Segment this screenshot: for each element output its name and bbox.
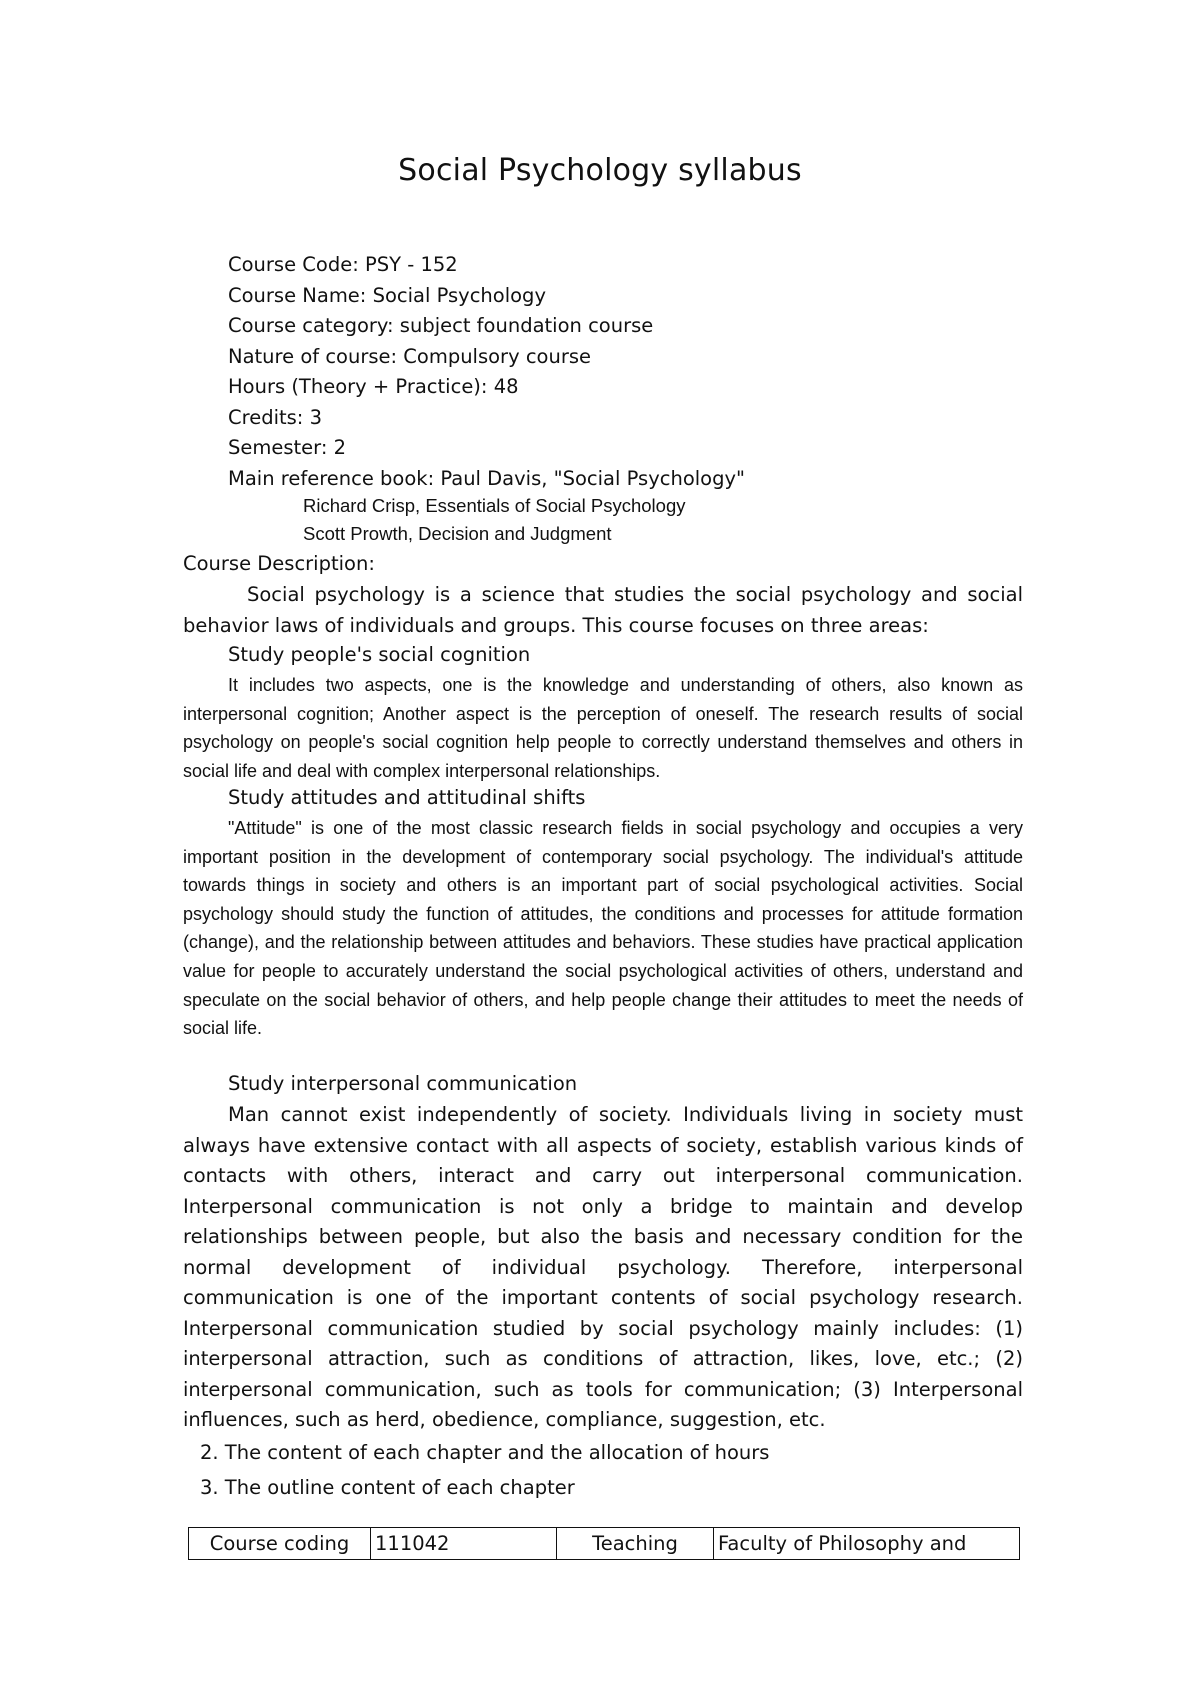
- page-title: Social Psychology syllabus: [398, 153, 802, 188]
- course-name: Course Name: Social Psychology: [228, 283, 546, 307]
- additional-references: [303, 492, 686, 548]
- reference-item: Scott Prowth, Decision and Judgment: [303, 523, 612, 544]
- section-paragraph: It includes two aspects, one is the knowledge and understanding of others, also known as interpersonal cognition; Another aspect is the perception of oneself. The research results of social psychology on people's social cognition help people to correctly understand themselves and others in social life and deal with complex interpersonal relationships.: [183, 675, 1023, 781]
- reference-item: Richard Crisp, Essentials of Social Psychology: [303, 495, 686, 516]
- table-cell: Faculty of Philosophy and: [714, 1528, 1020, 1560]
- course-info-list: [228, 250, 745, 494]
- course-category: Course category: subject foundation course: [228, 314, 654, 337]
- course-description-label: Course Description:: [183, 552, 375, 575]
- table-cell: 111042: [371, 1528, 557, 1560]
- course-credits: Credits: 3: [228, 405, 322, 429]
- description-intro: Social psychology is a science that studies the social psychology and social behavior laws of individuals and groups. This course focuses on three areas:: [183, 583, 1023, 637]
- course-table: [188, 1527, 1020, 1560]
- main-reference-book: Main reference book: Paul Davis, "Social Psychology": [228, 466, 745, 490]
- course-nature: Nature of course: Compulsory course: [228, 344, 591, 368]
- table-cell: Teaching: [557, 1528, 714, 1560]
- section-paragraph: Man cannot exist independently of society. Individuals living in society must always have extensive contact with all aspects of society, establish various kinds of contacts with others, interact and carry out interpersonal communication. Interpersonal communication is not only a bridge to maintain and develop relationships between people, but also the basis and necessary condition for the normal development of individual psychology. Therefore, interpersonal communication is one of the important contents of social psychology research. Interpersonal communication studied by social psychology mainly includes: (1) interpersonal attraction, such as conditions of attraction, likes, love, etc.; (2) interpersonal communication, such as tools for communication; (3) Interpersonal influences, such as herd, obedience, compliance, suggestion, etc.: [183, 1103, 1023, 1431]
- table-cell: Course coding: [189, 1528, 371, 1560]
- course-semester: Semester: 2: [228, 436, 347, 459]
- section-heading: Study people's social cognition: [228, 643, 531, 666]
- numbered-item: 3. The outline content of each chapter: [200, 1476, 575, 1499]
- numbered-item: 2. The content of each chapter and the allocation of hours: [200, 1441, 770, 1464]
- section-heading: Study attitudes and attitudinal shifts: [228, 786, 586, 809]
- table-row: [189, 1528, 1020, 1560]
- course-hours: Hours (Theory + Practice): 48: [228, 375, 519, 398]
- section-heading: Study interpersonal communication: [228, 1072, 578, 1095]
- section-paragraph: "Attitude" is one of the most classic research fields in social psychology and occupies a very important position in the development of contemporary social psychology. The individual's attitude towards things in society and others is an important part of social psychological activities. Social psychology should study the function of attitudes, the conditions and processes for attitude formation (change), and the relationship between attitudes and behaviors. These studies have practical application value for people to accurately understand the social psychological activities of others, understand and speculate on the social behavior of others, and help people change their attitudes to meet the needs of social life.: [183, 818, 1023, 1039]
- course-code: Course Code: PSY - 152: [228, 253, 458, 276]
